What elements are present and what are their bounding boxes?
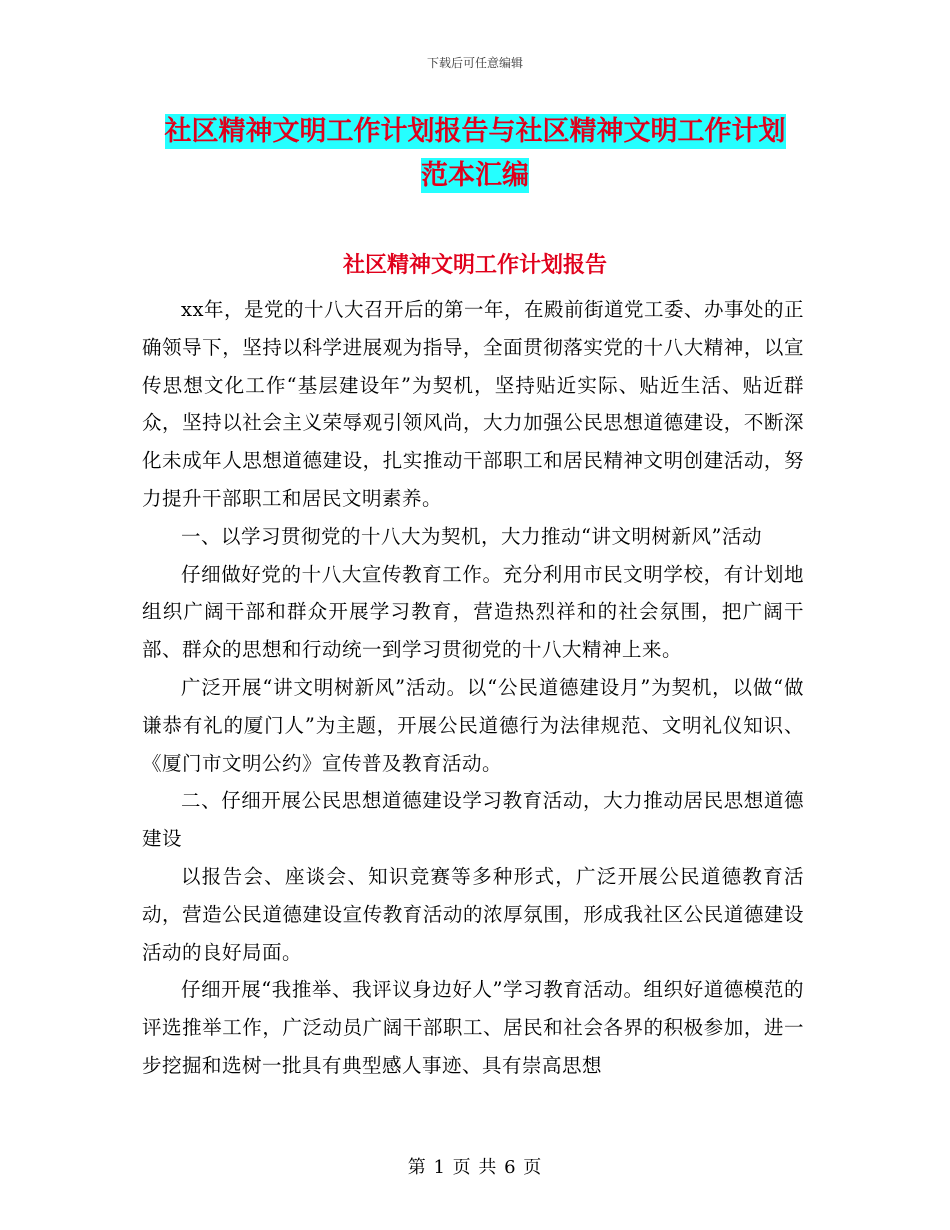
document-title [0, 110, 950, 198]
paragraph: 仔细开展“我推举、我评议身边好人”学习教育活动。组织好道德模范的评选推举工作，广泛动员广阔干部职工、居民和社会各界的积极参加，进一步挖掘和选树一批具有典型感人事迹、具有崇高思想 [142, 978, 804, 1077]
paragraph: 以报告会、座谈会、知识竞赛等多种形式，广泛开展公民道德教育活动，营造公民道德建设宣传教育活动的浓厚氛围，形成我社区公民道德建设活动的良好局面。 [142, 864, 804, 964]
title-line-1: 社区精神文明工作计划报告与社区精神文明工作计划 [164, 116, 786, 147]
title-line-2: 范本汇编 [421, 160, 529, 191]
paragraph: 仔细做好党的十八大宣传教育工作。充分利用市民文明学校，有计划地组织广阔干部和群众开展学习教育，营造热烈祥和的社会氛围，把广阔干部、群众的思想和行动统一到学习贯彻党的十八大精神上来。 [142, 562, 804, 662]
paragraph: xx年，是党的十八大召开后的第一年，在殿前街道党工委、办事处的正确领导下，坚持以科学进展观为指导，全面贯彻落实党的十八大精神，以宣传思想文化工作“基层建设年”为契机，坚持贴近实际、贴近生活、贴近群众，坚持以社会主义荣辱观引领风尚，大力加强公民思想道德建设，不断深化未成年人思想道德建设，扎实推动干部职工和居民精神文明创建活动，努力提升干部职工和居民文明素养。 [142, 298, 804, 510]
paragraph: 一、以学习贯彻党的十八大为契机，大力推动“讲文明树新风”活动 [181, 524, 762, 548]
section-title: 社区精神文明工作计划报告 [342, 252, 607, 278]
paragraph: 广泛开展“讲文明树新风”活动。以“公民道德建设月”为契机，以做“做谦恭有礼的厦门人”为主题，开展公民道德行为法律规范、文明礼仪知识、《厦门市文明公约》宣传普及教育活动。 [142, 675, 804, 775]
paragraph: 二、仔细开展公民思想道德建设学习教育活动，大力推动居民思想道德建设 [142, 789, 804, 851]
document-body [142, 291, 804, 1085]
page-number: 第 1 页 共 6 页 [407, 1157, 543, 1178]
header-note: 下载后可任意编辑 [426, 56, 523, 70]
